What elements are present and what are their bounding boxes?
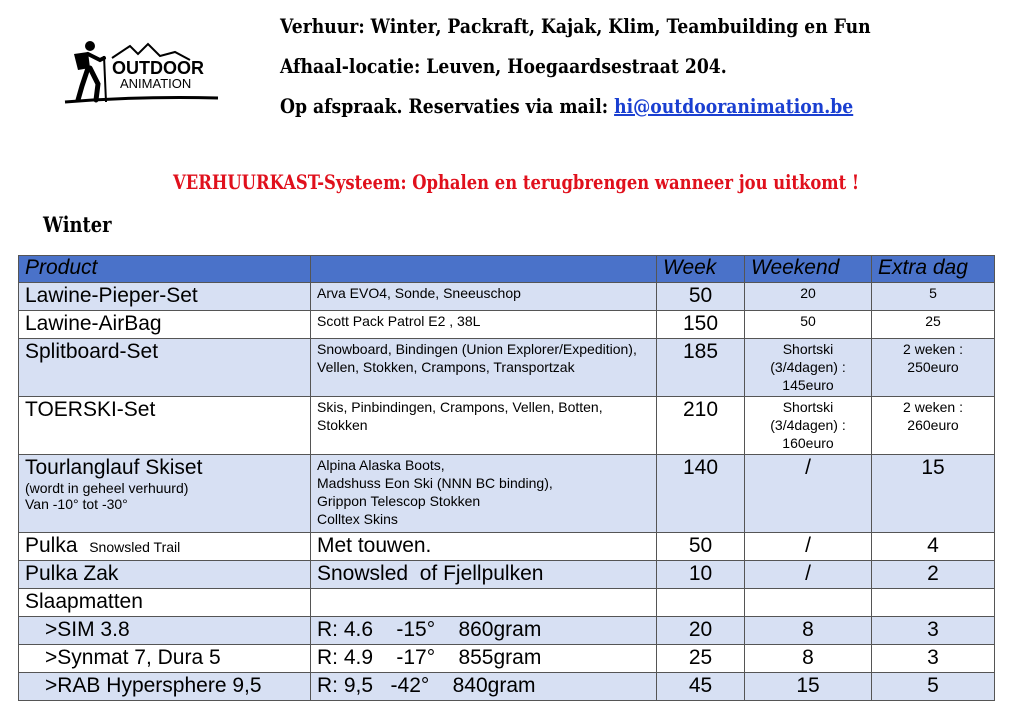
product-name: Tourlanglauf Skiset bbox=[25, 456, 203, 479]
table-row bbox=[19, 533, 995, 561]
weekend-cell bbox=[745, 589, 872, 617]
product-note: Van -10° tot -30° bbox=[25, 496, 128, 512]
extra-cell: 2 weken : 260euro bbox=[872, 397, 995, 455]
weekend-cell: 50 bbox=[745, 311, 872, 339]
week-cell: 10 bbox=[657, 561, 745, 589]
table-row bbox=[19, 589, 995, 617]
header-line-1: Verhuur: Winter, Packraft, Kajak, Klim, Teambuilding en Fun bbox=[280, 14, 871, 38]
email-link[interactable]: hi@outdooranimation.be bbox=[614, 94, 854, 118]
desc-cell: Skis, Pinbindingen, Crampons, Vellen, Botten, Stokken bbox=[311, 397, 657, 455]
table-row bbox=[19, 283, 995, 311]
week-cell: 20 bbox=[657, 617, 745, 645]
extra-cell: 25 bbox=[872, 311, 995, 339]
extra-cell: 3 bbox=[872, 645, 995, 673]
product-cell: >RAB Hypersphere 9,5 bbox=[19, 673, 311, 701]
weekend-cell: 8 bbox=[745, 645, 872, 673]
week-cell: 185 bbox=[657, 339, 745, 397]
desc-cell: Met touwen. bbox=[311, 533, 657, 561]
desc-cell: R: 4.9 -17° 855gram bbox=[311, 645, 657, 673]
desc-cell: Scott Pack Patrol E2 , 38L bbox=[311, 311, 657, 339]
section-title: Winter bbox=[43, 212, 112, 237]
desc-cell bbox=[311, 455, 657, 533]
table-row bbox=[19, 645, 995, 673]
desc-line: Grippon Telescop Stokken bbox=[317, 493, 481, 509]
table-row bbox=[19, 561, 995, 589]
weekend-cell: 15 bbox=[745, 673, 872, 701]
header-weekend: Weekend bbox=[745, 256, 872, 283]
desc-cell: Arva EVO4, Sonde, Sneeuschop bbox=[311, 283, 657, 311]
logo-text-1: OUTDOOR bbox=[112, 58, 204, 78]
extra-cell: 5 bbox=[872, 283, 995, 311]
week-cell: 50 bbox=[657, 533, 745, 561]
desc-cell: R: 9,5 -42° 840gram bbox=[311, 673, 657, 701]
desc-cell: Snowboard, Bindingen (Union Explorer/Expedition), Vellen, Stokken, Crampons, Transportzak bbox=[311, 339, 657, 397]
header-line-2: Afhaal-locatie: Leuven, Hoegaardsestraat 204. bbox=[280, 54, 727, 78]
notice: VERHUURKAST-Systeem: Ophalen en terugbrengen wanneer jou uitkomt ! bbox=[173, 170, 860, 194]
product-name: Pulka bbox=[25, 534, 78, 557]
product-cell: Pulka Zak bbox=[19, 561, 311, 589]
header-line-3-prefix: Op afspraak. Reservaties via mail: bbox=[280, 94, 615, 118]
week-cell: 150 bbox=[657, 311, 745, 339]
extra-cell: 3 bbox=[872, 617, 995, 645]
product-cell: Splitboard-Set bbox=[19, 339, 311, 397]
table-row bbox=[19, 397, 995, 455]
week-cell: 25 bbox=[657, 645, 745, 673]
weekend-cell: 20 bbox=[745, 283, 872, 311]
table-row bbox=[19, 339, 995, 397]
week-cell: 210 bbox=[657, 397, 745, 455]
hiker-icon bbox=[60, 38, 220, 108]
table-row bbox=[19, 617, 995, 645]
weekend-cell: / bbox=[745, 533, 872, 561]
extra-cell: 5 bbox=[872, 673, 995, 701]
desc-line: Colltex Skins bbox=[317, 511, 398, 527]
header-line-3 bbox=[280, 86, 871, 126]
desc-cell bbox=[311, 589, 657, 617]
product-note: Snowsled Trail bbox=[89, 539, 181, 555]
desc-line: Alpina Alaska Boots, bbox=[317, 457, 445, 473]
weekend-cell: Shortski (3/4dagen) : 160euro bbox=[745, 397, 872, 455]
header-desc bbox=[311, 256, 657, 283]
table-row bbox=[19, 673, 995, 701]
product-cell bbox=[19, 455, 311, 533]
extra-cell: 2 bbox=[872, 561, 995, 589]
logo bbox=[60, 38, 220, 108]
weekend-cell: / bbox=[745, 455, 872, 533]
product-cell bbox=[19, 533, 311, 561]
product-cell: TOERSKI-Set bbox=[19, 397, 311, 455]
product-cell: >Synmat 7, Dura 5 bbox=[19, 645, 311, 673]
desc-cell: Snowsled of Fjellpulken bbox=[311, 561, 657, 589]
product-note: (wordt in geheel verhuurd) bbox=[25, 480, 189, 496]
weekend-cell: Shortski (3/4dagen) : 145euro bbox=[745, 339, 872, 397]
product-cell: >SIM 3.8 bbox=[19, 617, 311, 645]
desc-line: Madshuss Eon Ski (NNN BC binding), bbox=[317, 475, 553, 491]
week-cell: 50 bbox=[657, 283, 745, 311]
product-cell: Slaapmatten bbox=[19, 589, 311, 617]
header-extra: Extra dag bbox=[872, 256, 995, 283]
price-table bbox=[18, 255, 995, 701]
week-cell: 45 bbox=[657, 673, 745, 701]
product-cell: Lawine-AirBag bbox=[19, 311, 311, 339]
logo-text-2: ANIMATION bbox=[120, 76, 192, 91]
weekend-cell: 8 bbox=[745, 617, 872, 645]
extra-cell bbox=[872, 589, 995, 617]
extra-cell: 2 weken : 250euro bbox=[872, 339, 995, 397]
table-header-row bbox=[19, 256, 995, 283]
week-cell: 140 bbox=[657, 455, 745, 533]
table-row bbox=[19, 455, 995, 533]
extra-cell: 4 bbox=[872, 533, 995, 561]
product-cell: Lawine-Pieper-Set bbox=[19, 283, 311, 311]
weekend-cell: / bbox=[745, 561, 872, 589]
week-cell bbox=[657, 589, 745, 617]
header bbox=[280, 6, 871, 126]
header-product: Product bbox=[19, 256, 311, 283]
header-week: Week bbox=[657, 256, 745, 283]
desc-cell: R: 4.6 -15° 860gram bbox=[311, 617, 657, 645]
extra-cell: 15 bbox=[872, 455, 995, 533]
table-row bbox=[19, 311, 995, 339]
